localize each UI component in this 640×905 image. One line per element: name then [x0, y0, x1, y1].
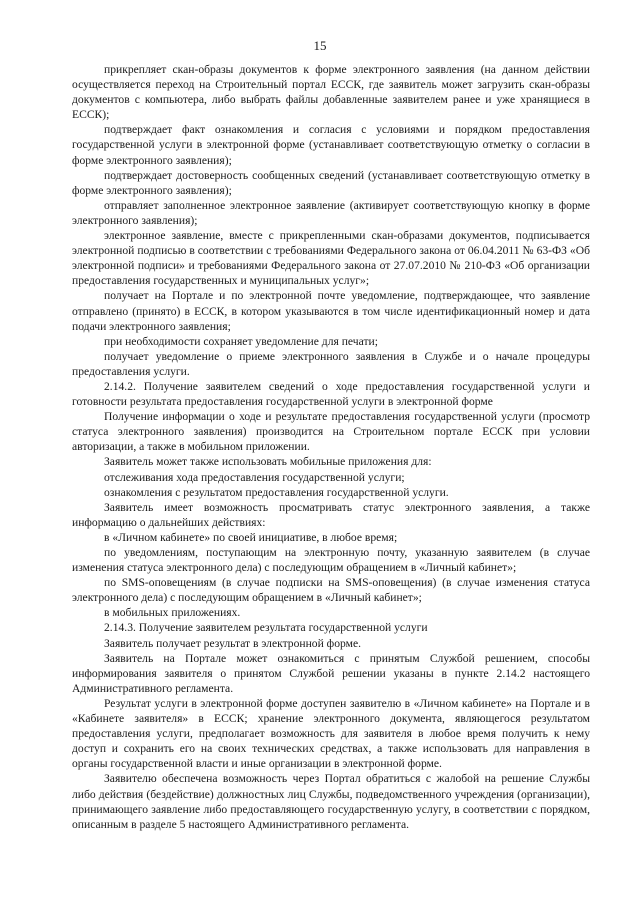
paragraph: отслеживания хода предоставления государственной услуги;: [104, 470, 405, 484]
section-heading-2-14-2: 2.14.2. Получение заявителем сведений о ходе предоставления государственной услуги и готовности результата предоставления государственной услуги в электронной форме: [72, 379, 590, 409]
page-number: 15: [313, 38, 327, 53]
paragraph: по уведомлениям, поступающим на электронную почту, указанную заявителем (в случае изменения статуса электронного дела) с последующим обращением в «Личный кабинет»;: [72, 546, 590, 575]
paragraph: Заявитель имеет возможность просматривать статус электронного заявления, а также информацию о дальнейших действиях:: [72, 500, 590, 529]
paragraph: подтверждает достоверность сообщенных сведений (устанавливает соответствующую отметку в форме электронного заявления);: [72, 168, 590, 197]
paragraph: Заявитель получает результат в электронной форме.: [104, 636, 361, 650]
paragraph: Получение информации о ходе и результате предоставления государственной услуги (просмотр статуса электронного заявления) производится на Строительном портале ЕССК при условии авторизации, а также в мобильном приложении.: [72, 410, 590, 454]
paragraph: Заявитель на Портале может ознакомиться с принятым Службой решением, способы информирования заявителя о принятом Службой решении указаны в пункте 2.14.2 настоящего Административного регламента.: [72, 651, 590, 695]
section-heading-2-14-3: 2.14.3. Получение заявителем результата государственной услуги: [104, 621, 428, 635]
paragraph: получает на Портале и по электронной почте уведомление, подтверждающее, что заявление отправлено (принято) в ЕССК, в котором указываются в том числе идентификационный номер и дата подачи электронного заявления;: [72, 289, 590, 333]
paragraph: электронное заявление, вместе с прикрепленными скан-образами документов, подписывается электронной подписью в соответствии с требованиями Федерального закона от 06.04.2011 № 63-ФЗ «Об электронной подписи» и требованиями Федерального закона от 27.07.2010 № 210-ФЗ «Об организации предоставления государственных и муниципальных услуг»;: [72, 229, 590, 288]
paragraph: получает уведомление о приеме электронного заявления в Службе и о начале процедуры предоставления услуги.: [72, 349, 590, 378]
paragraph: Заявитель может также использовать мобильные приложения для:: [104, 455, 432, 469]
paragraph: подтверждает факт ознакомления и согласия с условиями и порядком предоставления государственной услуги в электронной форме (устанавливает соответствующую отметку о согласии в форме электронного заявления);: [72, 123, 590, 167]
paragraph: в «Личном кабинете» по своей инициативе, в любое время;: [104, 530, 398, 544]
paragraph: при необходимости сохраняет уведомление для печати;: [104, 334, 378, 348]
body-text: [72, 62, 590, 832]
paragraph: в мобильных приложениях.: [104, 606, 241, 620]
paragraph: отправляет заполненное электронное заявление (активирует соответствующую кнопку в форме электронного заявления);: [72, 198, 590, 227]
paragraph: Заявителю обеспечена возможность через Портал обратиться с жалобой на решение Службы либо действия (бездействие) должностных лиц Службы, подведомственного учреждения (организации), принимающего заявление либо предоставляющего государственную услугу, в соответствии с порядком, описанным в разделе 5 настоящего Административного регламента.: [72, 772, 590, 831]
paragraph: по SMS-оповещениям (в случае подписки на SMS-оповещения) (в случае изменения статуса электронного дела) с последующим обращением в «Личный кабинет»;: [72, 576, 590, 605]
paragraph: Результат услуги в электронной форме доступен заявителю в «Личном кабинете» на Портале и в «Кабинете заявителя» в ЕССК; хранение электронного документа, являющегося результатом предоставления услуги, предполагает возможность для заявителя в любое время получить к нему доступ и сохранить его на своих технических средствах, а также использовать для направления в органы государственной власти и иные организации в электронной форме.: [72, 696, 590, 771]
paragraph: прикрепляет скан-образы документов к форме электронного заявления (на данном действии осуществляется переход на Строительный портал ЕССК, где заявитель может загрузить скан-образы документов с компьютера, либо выбрать файлы добавленные заявителем ранее и уже хранящиеся в ЕССК);: [72, 63, 590, 122]
paragraph: ознакомления с результатом предоставления государственной услуги.: [104, 485, 449, 499]
